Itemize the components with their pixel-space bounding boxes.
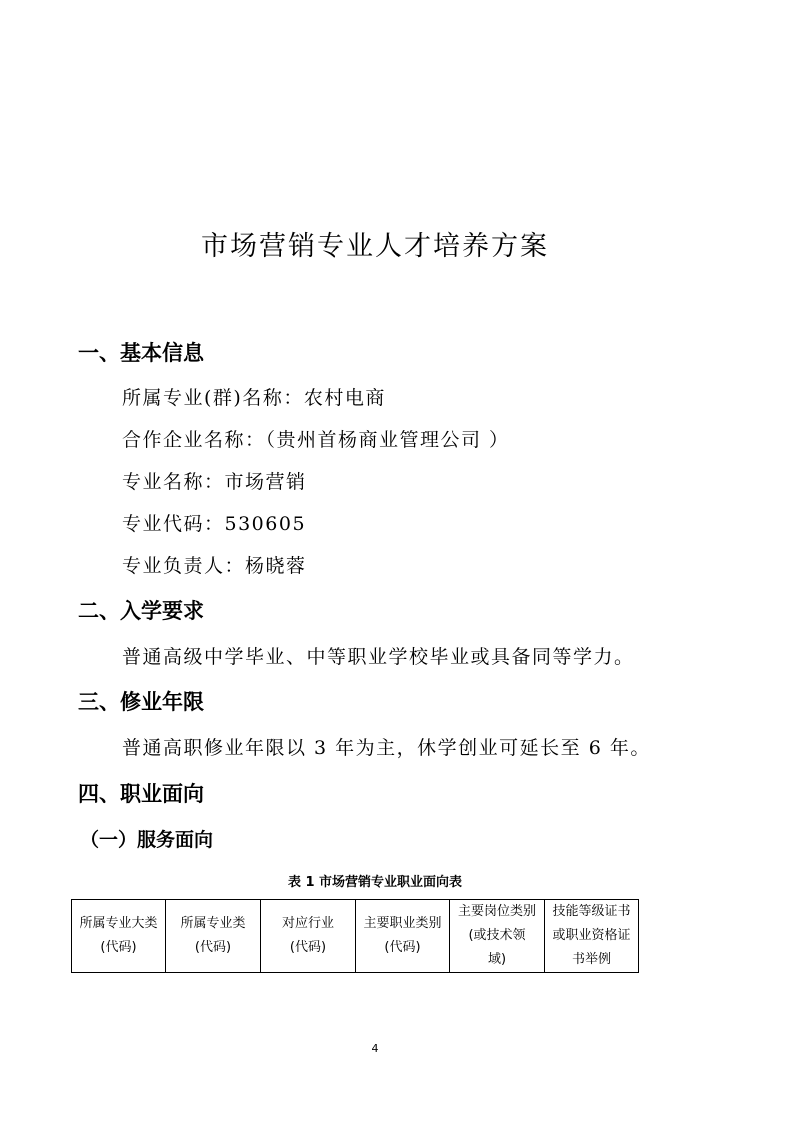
- header-occupation: 主要职业类别 (代码): [356, 900, 450, 973]
- section-heading-duration: 三、修业年限: [78, 690, 204, 714]
- header-major-category: 所属专业大类 (代码): [72, 900, 166, 973]
- line-major-name: 专业名称：市场营销: [122, 471, 307, 493]
- header-position: 主要岗位类别 (或技术领 域): [450, 900, 545, 973]
- career-orientation-table: [71, 899, 639, 973]
- section-heading-basic-info: 一、基本信息: [78, 341, 204, 365]
- line-partner-company: 合作企业名称：（贵州首杨商业管理公司 ）: [122, 429, 510, 451]
- header-major-class: 所属专业类 (代码): [166, 900, 261, 973]
- section-heading-career: 四、职业面向: [78, 782, 204, 806]
- page-number: 4: [371, 1042, 379, 1055]
- document-title: 市场营销专业人才培养方案: [201, 231, 549, 262]
- header-industry: 对应行业 (代码): [261, 900, 356, 973]
- line-major-code: 专业代码：530605: [122, 513, 307, 535]
- line-major-group: 所属专业(群)名称：农村电商: [122, 387, 386, 409]
- duration-text: 普通高职修业年限以 3 年为主，休学创业可延长至 6 年。: [122, 737, 651, 759]
- table-header-row: [72, 900, 639, 973]
- section-heading-admission: 二、入学要求: [78, 599, 204, 623]
- table-caption: 表 1 市场营销专业职业面向表: [287, 875, 463, 890]
- line-major-leader: 专业负责人：杨晓蓉: [122, 555, 307, 577]
- header-certificate: 技能等级证书 或职业资格证 书举例: [545, 900, 639, 973]
- admission-text: 普通高级中学毕业、中等职业学校毕业或具备同等学力。: [122, 646, 635, 668]
- subsection-heading-service: （一）服务面向: [80, 829, 214, 851]
